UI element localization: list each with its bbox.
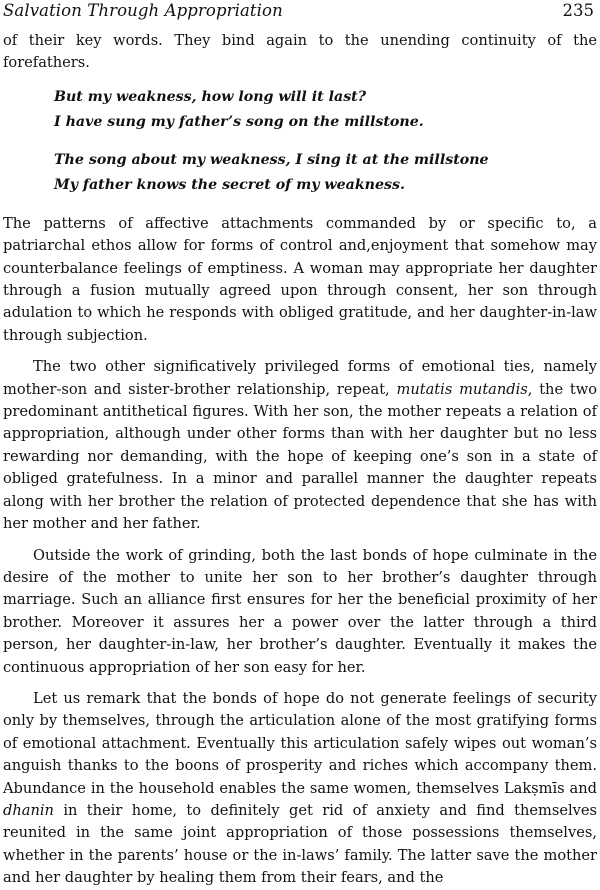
paragraph: The patterns of affective attachments commanded by or specific to, a patriarchal ethos allow for forms of control and,enjoyment that somehow may counterbalance feelings of emptiness. A woman may appropriate her daughter through a fusion mutually agreed upon through consent, her son through adulation to which he responds with obliged gratitude, and her daughter-in-law through subjection. bbox=[3, 214, 597, 344]
paragraph-text: The two other significatively privileged forms of emotional ties, namely mother-son and sister-brother relationship, repeat, bbox=[3, 358, 597, 398]
paragraph-text: , the two predominant antithetical figures. With her son, the mother repeats a relation of appropriation, although under other forms than with her daughter but no less rewarding nor demanding, with the hope of keeping one’s son in a state of obliged gratefulness. In a minor and parallel manner the daughter repeats along with her brother the relation of protected dependence that she has with her mother and her father. bbox=[3, 380, 598, 533]
paragraph: Outside the work of grinding, both the last bonds of hope culminate in the desire of the mother to unite her son to her brother’s daughter through marriage. Such an alliance first ensures for her the beneficial proximity of her brother. Moreover it assures her a power over the latter through a third person, her daughter-in-law, her brother’s daughter. Eventually it makes the continuous appropriation of her son easy for her. bbox=[3, 546, 597, 676]
page-number: 235 bbox=[562, 1, 594, 20]
paragraph bbox=[3, 356, 597, 535]
verse-stanza-2 bbox=[3, 148, 597, 199]
verse-line: But my weakness, how long will it last? bbox=[54, 88, 367, 105]
paragraph-text: Let us remark that the bonds of hope do not generate feelings of security only by themselves, through the articulation alone of the most gratifying forms of emotional attachment. Eventually this articulation safely wipes out woman’s anguish thanks to the boons of prosperity and riches which accompany them. Abundance in the household enables the same women, themselves Lakṣmīs and bbox=[3, 689, 597, 797]
paragraph bbox=[3, 688, 597, 890]
opening-paragraph: of their key words. They bind again to the unending continuity of the forefathers. bbox=[3, 32, 597, 72]
body-text bbox=[3, 30, 597, 890]
running-title: Salvation Through Appropriation bbox=[3, 1, 283, 20]
verse-line: My father knows the secret of my weakness. bbox=[54, 177, 405, 194]
verse-stanza-1 bbox=[3, 85, 597, 136]
running-head bbox=[3, 0, 597, 24]
italic-term: mutatis mutandis bbox=[396, 380, 528, 398]
paragraph-text: in their home, to definitely get rid of anxiety and find themselves reunited in the same joint appropriation of those possessions themselves, whether in the parents’ house or the in-laws’ family. The latter save the mother and her daughter by healing them from their fears, and the bbox=[3, 801, 597, 887]
italic-term: dhanin bbox=[3, 801, 54, 819]
verse-line: The song about my weakness, I sing it at the millstone bbox=[54, 151, 489, 168]
verse-line: I have sung my father’s song on the millstone. bbox=[54, 114, 424, 131]
